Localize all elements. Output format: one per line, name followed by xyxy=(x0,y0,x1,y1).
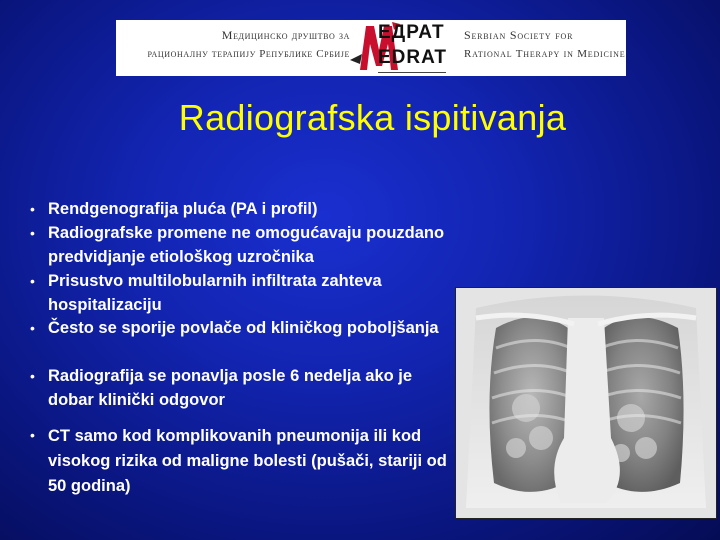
bullet-text: CT samo kod komplikovanih pneumonija ili kod visokog rizika od maligne bolesti (pušači, stariji od 50 godina) xyxy=(48,427,447,495)
bullet-dot: • xyxy=(30,225,35,241)
society-name-serbian-line1: Медицинско друштво за xyxy=(221,28,350,42)
society-name-english-line2: Rational Therapy in Medicine xyxy=(464,48,626,60)
bullet-text: Prisustvo multilobularnih infiltrata zahteva hospitalizaciju xyxy=(48,272,382,314)
chest-xray-image xyxy=(455,287,717,519)
logo-underline xyxy=(378,72,446,73)
society-name-english-line1: Serbian Society for xyxy=(464,28,574,42)
logo-text-cyrillic: ЕДРАТ xyxy=(378,22,445,43)
bullet-dot: • xyxy=(30,368,35,384)
slide-title: Radiografska ispitivanja xyxy=(178,97,567,138)
bullet-dot: • xyxy=(30,273,35,289)
bullet-text: Radiografske promene ne omogućavaju pouzdano predvidjanje etiološkog uzročnika xyxy=(48,224,445,266)
bullet-dot: • xyxy=(30,320,35,336)
bullet-text: Često se sporije povlače od kliničkog poboljšanja xyxy=(48,319,439,337)
chest-xray-icon xyxy=(456,288,716,518)
society-name-serbian-line2: рационалну терапију Републике Србије xyxy=(147,48,350,60)
header-banner xyxy=(116,20,626,76)
bullet-text: Radiografija se ponavlja posle 6 nedelja ako je dobar klinički odgovor xyxy=(48,367,413,409)
bullet-dot: • xyxy=(30,427,35,443)
logo-text-latin: EDRAT xyxy=(378,47,448,68)
bullet-text: Rendgenografija pluća (PA i profil) xyxy=(48,200,318,218)
society-name-serbian xyxy=(120,26,350,64)
bullet-dot: • xyxy=(30,201,35,217)
society-name-english xyxy=(464,26,624,64)
